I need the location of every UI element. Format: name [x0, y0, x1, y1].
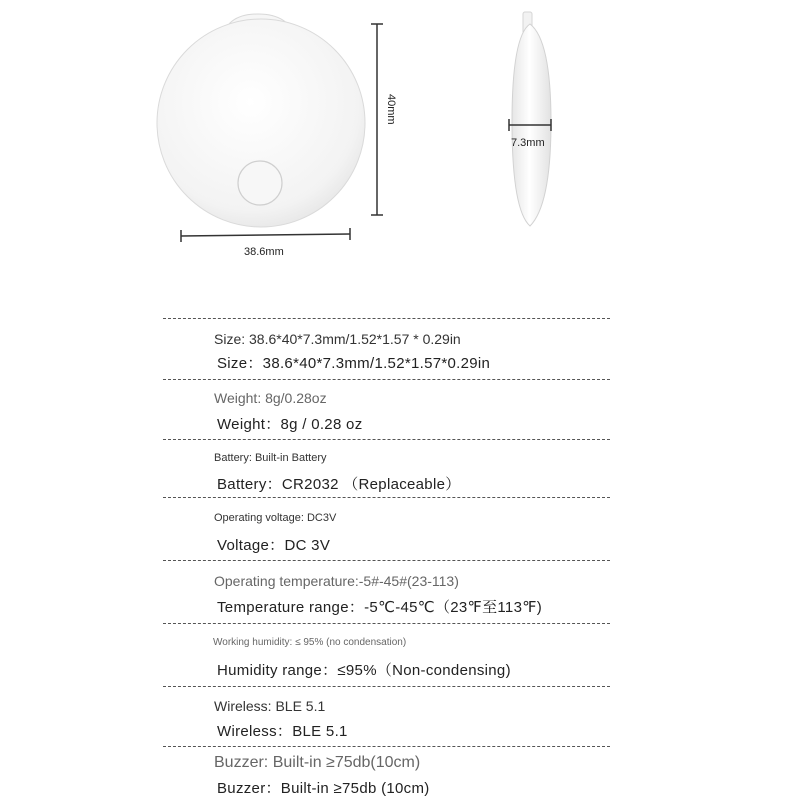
spec-temperature-line2: Temperature range：-5℃-45℃（23℉至113℉) — [217, 599, 543, 616]
thickness-label: 7.3mm — [511, 137, 545, 149]
spec-buzzer-line1: Buzzer: Built-in ≥75db(10cm) — [214, 754, 421, 771]
spec-humidity-line1: Working humidity: ≤ 95% (no condensation) — [213, 637, 407, 648]
divider — [163, 497, 610, 498]
spec-weight-line1: Weight: 8g/0.28oz — [214, 390, 327, 406]
spec-size-line1: Size: 38.6*40*7.3mm/1.52*1.57 * 0.29in — [214, 331, 461, 347]
width-label: 38.6mm — [244, 246, 284, 258]
spec-wireless-line2: Wireless：BLE 5.1 — [217, 723, 348, 740]
divider — [163, 318, 610, 319]
spec-battery-line1: Battery: Built-in Battery — [214, 452, 327, 464]
divider — [163, 623, 610, 624]
divider — [163, 686, 610, 687]
tracker-side-view — [512, 12, 551, 226]
divider — [163, 560, 610, 561]
divider — [163, 746, 610, 747]
spec-battery-line2: Battery：CR2032 （Replaceable） — [217, 476, 461, 493]
width-dimension-line — [181, 228, 350, 242]
tracker-button — [238, 161, 282, 205]
divider — [163, 379, 610, 380]
spec-size-line2: Size：38.6*40*7.3mm/1.52*1.57*0.29in — [217, 355, 491, 372]
spec-buzzer-line2: Buzzer：Built-in ≥75db (10cm) — [217, 780, 430, 797]
height-dimension-line — [371, 24, 383, 215]
spec-temperature-line1: Operating temperature:-5#-45#(23-113) — [214, 573, 459, 589]
height-label: 40mm — [385, 94, 397, 125]
product-diagram — [0, 0, 800, 300]
spec-voltage-line1: Operating voltage: DC3V — [214, 512, 337, 524]
spec-voltage-line2: Voltage：DC 3V — [217, 537, 331, 554]
spec-weight-line2: Weight：8g / 0.28 oz — [217, 416, 363, 433]
tracker-dimension-drawing — [0, 0, 800, 300]
spec-humidity-line2: Humidity range：≤95%（Non-condensing) — [217, 662, 511, 679]
divider — [163, 439, 610, 440]
spec-wireless-line1: Wireless: BLE 5.1 — [214, 698, 326, 714]
